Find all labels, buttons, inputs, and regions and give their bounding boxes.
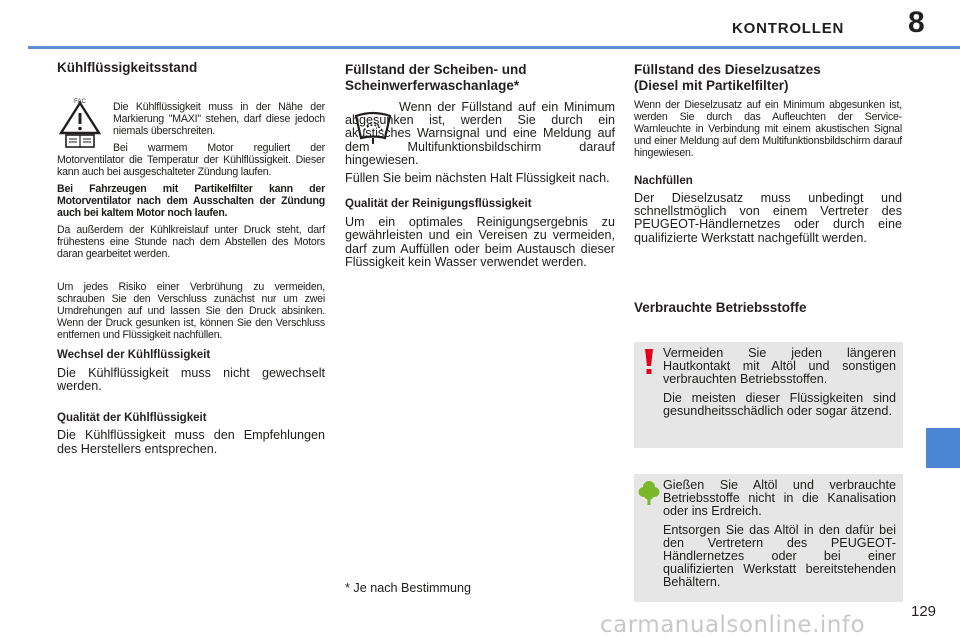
skin-contact-warning: Vermeiden Sie jeden längeren Hautkontakt mit Altöl und sonstigen verbrauchten Betriebsstoffen. [663, 346, 896, 387]
coolant-change-text: Die Kühlflüssigkeit muss nicht gewechselt werden. [57, 366, 325, 394]
column-coolant [57, 60, 325, 76]
washer-quality-text: Um ein optimales Reinigungsergebnis zu gewährleisten und ein Vereisen zu vermeiden, darf zum Auffüllen oder beim Austausch dieser Flüssigkeit kein Wasser verwendet werden. [345, 215, 615, 269]
coolant-change-heading: Wechsel der Kühlflüssigkeit [57, 349, 211, 361]
coolant-quality-text: Die Kühlflüssigkeit muss den Empfehlungen des Herstellers entsprechen. [57, 428, 325, 456]
header-rule [28, 46, 960, 49]
coolant-warning-p2: Bei warmem Motor reguliert der Motorventilator die Temperatur der Kühlflüssigkeit. Dieser kann auch bei ausgeschalteter Zündung laufen. [57, 142, 325, 178]
coolant-warning-p1: Die Kühlflüssigkeit muss in der Nähe der Markierung "MAXI" stehen, darf diese jedoch niemals überschreiten. [113, 101, 325, 137]
washer-heading-line2: Scheinwerferwaschanlage* [345, 78, 520, 93]
coolant-heading: Kühlflüssigkeitsstand [57, 60, 198, 75]
column-washer [345, 62, 615, 94]
refill-text: Der Dieselzusatz muss unbedingt und schnellstmöglich von einem Vertreter des PEUGEOT-Händlernetzes oder durch eine qualifizierte Werkstatt nachgefüllt werden. [634, 191, 902, 245]
washer-heading-line1: Füllstand der Scheiben- und [345, 62, 527, 77]
section-title: KONTROLLEN [732, 20, 845, 37]
disposal-instructions: Entsorgen Sie das Altöl in den dafür bei den Vertretern des PEUGEOT-Händlernetzes oder bei einer qualifizierten Werkstatt bereitstehenden Behältern. [663, 522, 896, 590]
additive-heading-line1: Füllstand des Dieselzusatzes [634, 62, 821, 77]
page-number: 129 [911, 603, 937, 620]
additive-heading-line2: (Diesel mit Partikelfilter) [634, 78, 789, 93]
chapter-tab [926, 428, 960, 468]
disposal-warning: Gießen Sie Altöl und verbrauchte Betriebsstoffe nicht in die Kanalisation oder ins Erdreich. [663, 478, 896, 519]
harmful-fluids-warning: Die meisten dieser Flüssigkeiten sind gesundheitsschädlich oder sogar ätzend. [663, 390, 896, 418]
watermark: carmanualsonline.info [600, 612, 866, 638]
washer-body [345, 101, 615, 269]
warning-box [634, 342, 903, 448]
coolant-pressure-text: Da außerdem der Kühlkreislauf unter Druck steht, darf frühestens eine Stunde nach dem Abstellen des Motors daran gearbeitet werden. [57, 224, 325, 260]
tree-icon [638, 480, 660, 506]
coolant-quality-heading: Qualität der Kühlflüssigkeit [57, 412, 207, 425]
environment-box [634, 474, 903, 602]
washer-refill-text: Füllen Sie beim nächsten Halt Flüssigkeit nach. [345, 171, 610, 186]
coolant-warning-block [57, 101, 325, 456]
footnote: * Je nach Bestimmung [345, 581, 471, 595]
column-diesel-additive [634, 62, 902, 245]
used-fluids-heading: Verbrauchte Betriebsstoffe [634, 300, 807, 315]
refill-heading: Nachfüllen [634, 175, 693, 187]
chapter-number: 8 [908, 6, 925, 39]
coolant-scald-text: Um jedes Risiko einer Verbrühung zu vermeiden, schrauben Sie den Verschluss zunächst nur um zwei Umdrehungen auf und lassen Sie den Druck absinken. Wenn der Druck gesunken ist, können Sie den Verschluss entfernen und Flüssigkeit nachfüllen. [57, 281, 325, 341]
exclamation-icon [642, 348, 656, 376]
coolant-bold-note: Bei Fahrzeugen mit Partikelfilter kann der Motorventilator nach dem Ausschalten der Zündung auch bei kaltem Motor noch laufen. [57, 183, 325, 219]
washer-quality-heading: Qualität der Reinigungsflüssigkeit [345, 198, 532, 211]
additive-min-text: Wenn der Dieselzusatz auf ein Minimum abgesunken ist, werden Sie durch das Aufleuchten der Service-Warnleuchte in Verbindung mit einem akustischen Signal und einer Meldung auf dem Multifunktionsbildschirm darauf hingewiesen. [634, 99, 902, 159]
washer-min-text: Wenn der Füllstand auf ein Minimum abgesunken ist, werden Sie durch ein akustisches Warnsignal und eine Meldung auf dem Multifunktionsbildschirm darauf hingewiesen. [345, 100, 615, 167]
icon-label-top: FAC [74, 99, 86, 105]
